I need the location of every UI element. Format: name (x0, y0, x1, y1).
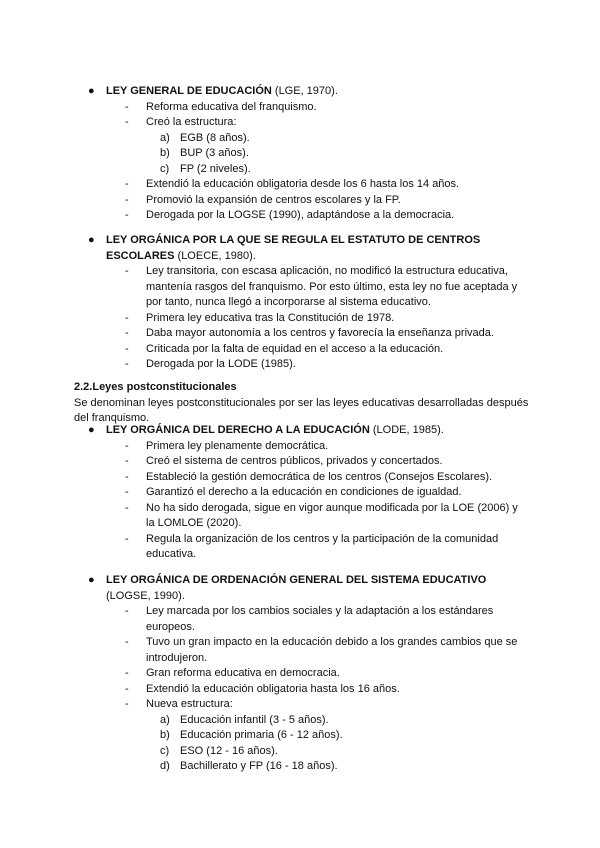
dash-marker: - (125, 486, 129, 498)
list-item (0, 439, 526, 455)
block-logse (0, 573, 600, 775)
list-item-text: Derogada por la LODE (1985). (146, 358, 296, 370)
dash-marker: - (125, 265, 129, 277)
block-lge (0, 84, 600, 224)
list-item (0, 311, 526, 327)
law-heading (0, 84, 518, 100)
dash-marker: - (125, 605, 129, 617)
list-item (0, 177, 526, 193)
dash-marker: - (125, 311, 129, 324)
list-item-text: Extendió la educación obligatoria desde los 6 hasta los 14 años. (146, 178, 460, 190)
list-item-text: Primera ley plenamente democrática. (146, 439, 329, 452)
dash-marker: - (125, 501, 129, 514)
list-item (0, 357, 526, 373)
list-item-text: Reforma educativa del franquismo. (146, 100, 317, 113)
dash-marker: - (125, 193, 129, 206)
list-item (0, 264, 526, 311)
sub-item-letter: d) (160, 760, 170, 772)
list-item (0, 454, 526, 470)
dash-marker: - (125, 342, 129, 355)
law-reference: (LOGSE, 1990). (106, 589, 185, 602)
law-title: LEY ORGÁNICA POR LA QUE SE REGULA EL ESTATUTO DE CENTROS ESCOLARES (106, 234, 481, 262)
list-item (0, 604, 526, 635)
list-item (0, 682, 526, 698)
sub-item-letter: b) (160, 729, 170, 741)
list-item (0, 326, 526, 342)
list-item (0, 193, 526, 209)
list-item (0, 208, 526, 224)
dash-marker: - (125, 209, 129, 221)
law-heading (0, 423, 518, 439)
dash-marker: - (125, 439, 129, 452)
sub-item-text: Educación primaria (6 - 12 años). (180, 729, 343, 741)
list-item-text: Garantizó el derecho a la educación en condiciones de igualdad. (146, 486, 462, 498)
list-item-text: Gran reforma educativa en democracia. (146, 667, 340, 679)
dash-marker: - (125, 682, 129, 695)
list-item-text: Tuvo un gran impacto en la educación debido a los grandes cambios que se introdujeron. (146, 636, 518, 664)
list-item (0, 697, 526, 713)
list-item-text: Creó la estructura: (146, 116, 237, 128)
list-item (0, 100, 526, 116)
sub-list-item (0, 728, 520, 744)
dash-marker: - (125, 178, 129, 190)
sub-item-letter: c) (160, 744, 170, 757)
list-item-text: Nueva estructura: (146, 698, 233, 710)
law-title: LEY ORGÁNICA DEL DERECHO A LA EDUCACIÓN (106, 424, 370, 436)
sub-item-letter: b) (160, 147, 170, 159)
list-item (0, 635, 526, 666)
sub-item-text: Educación infantil (3 - 5 años). (180, 713, 329, 726)
list-item-text: Regula la organización de los centros y la participación de la comunidad educativa. (146, 532, 499, 560)
block-lode (0, 423, 600, 563)
bullet-icon: ● (88, 234, 95, 246)
list-item-text: Derogada por la LOGSE (1990), adaptándose a la democracia. (146, 209, 455, 221)
section-title: 2.2.Leyes postconstitucionales (74, 381, 237, 393)
list-item-text: Daba mayor autonomía a los centros y favorecía la enseñanza privada. (146, 327, 494, 339)
list-item (0, 666, 526, 682)
dash-marker: - (125, 636, 129, 648)
list-item-text: No ha sido derogada, sigue en vigor aunque modificada por la LOE (2006) y la LOMLOE (2020). (146, 501, 518, 529)
list-item-text: Criticada por la falta de equidad en el acceso a la educación. (146, 342, 444, 355)
list-item (0, 532, 526, 563)
list-item-text: Extendió la educación obligatoria hasta los 16 años. (146, 682, 400, 695)
list-item-text: Estableció la gestión democrática de los centros (Consejos Escolares). (146, 470, 493, 483)
sub-item-letter: a) (160, 131, 170, 144)
section-header (0, 380, 600, 427)
dash-marker: - (125, 358, 129, 370)
sub-list-item (0, 162, 520, 178)
sub-item-text: FP (2 niveles). (180, 162, 251, 175)
sub-list-item (0, 744, 520, 760)
block-loece (0, 233, 600, 373)
law-heading (0, 233, 518, 264)
sub-list-item (0, 146, 520, 162)
list-item (0, 115, 526, 131)
law-reference: (LOECE, 1980). (174, 249, 256, 262)
sub-item-letter: c) (160, 162, 170, 175)
dash-marker: - (125, 116, 129, 128)
list-item-text: Ley transitoria, con escasa aplicación, no modificó la estructura educativa, mantenía rasgos del franquismo. Por esto último, esta ley no fue aceptada y por tanto, nunca llegó a incorporarse al sistema educativo. (146, 265, 518, 308)
bullet-icon: ● (88, 424, 95, 436)
list-item (0, 485, 526, 501)
list-item-text: Creó el sistema de centros públicos, privados y concertados. (146, 455, 443, 467)
law-title: LEY ORGÁNICA DE ORDENACIÓN GENERAL DEL SISTEMA EDUCATIVO (106, 574, 487, 586)
dash-marker: - (125, 698, 129, 710)
list-item (0, 342, 526, 358)
sub-item-text: ESO (12 - 16 años). (180, 744, 278, 757)
bullet-icon: ● (88, 85, 95, 97)
sub-item-text: Bachillerato y FP (16 - 18 años). (180, 760, 338, 772)
sub-list-item (0, 131, 520, 147)
dash-marker: - (125, 455, 129, 467)
bullet-icon: ● (88, 574, 95, 586)
dash-marker: - (125, 327, 129, 339)
dash-marker: - (125, 470, 129, 483)
list-item (0, 470, 526, 486)
law-title: LEY GENERAL DE EDUCACIÓN (106, 85, 272, 97)
sub-item-text: EGB (8 años). (180, 131, 250, 144)
sub-item-text: BUP (3 años). (180, 147, 249, 159)
law-reference: (LODE, 1985). (369, 424, 444, 436)
section-intro: Se denominan leyes postconstitucionales por ser las leyes educativas desarrolladas después del franquismo. (74, 396, 529, 424)
list-item-text: Primera ley educativa tras la Constitución de 1978. (146, 311, 395, 324)
dash-marker: - (125, 532, 129, 545)
sub-list-item (0, 759, 520, 775)
law-reference: (LGE, 1970). (271, 85, 338, 97)
dash-marker: - (125, 100, 129, 113)
dash-marker: - (125, 667, 129, 679)
sub-list-item (0, 713, 520, 729)
list-item-text: Ley marcada por los cambios sociales y la adaptación a los estándares europeos. (146, 605, 494, 633)
list-item (0, 501, 526, 532)
list-item-text: Promovió la expansión de centros escolares y la FP. (146, 193, 401, 206)
law-heading (0, 573, 518, 604)
sub-item-letter: a) (160, 713, 170, 726)
